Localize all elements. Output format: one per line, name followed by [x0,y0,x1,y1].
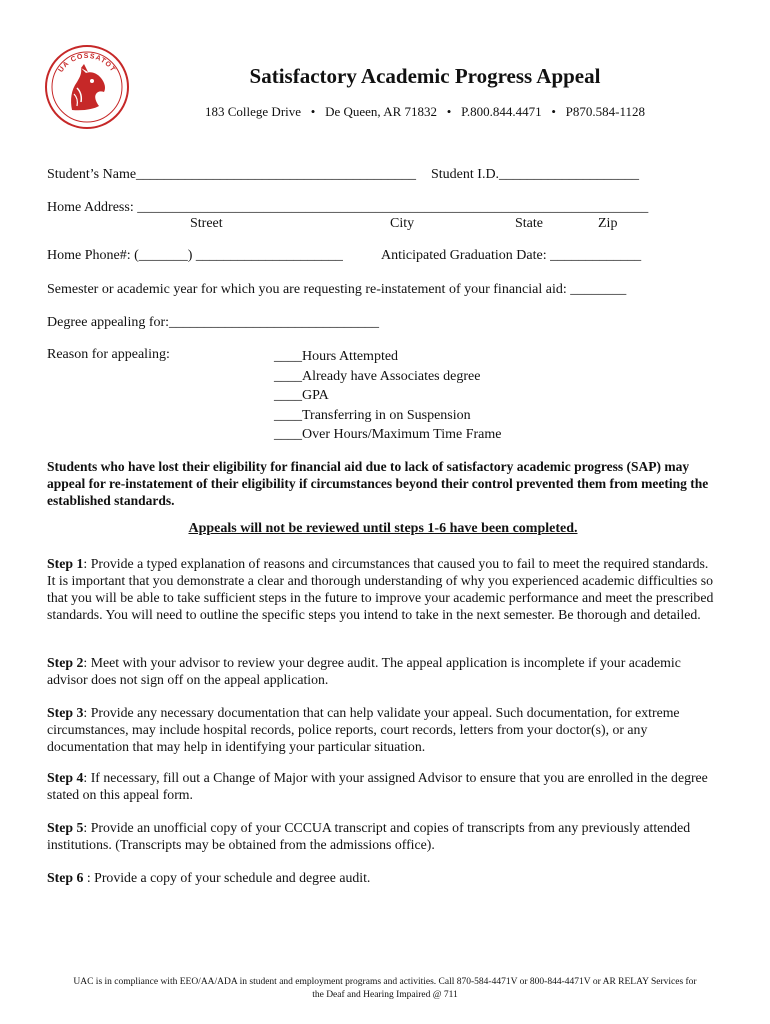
step-4 [47,769,719,803]
step-1 [47,555,719,623]
step-text: : Meet with your advisor to review your degree audit. The appeal application is incomplete if your academic advisor does not sign off on the appeal application. [47,655,681,687]
step-text: : If necessary, fill out a Change of Major with your assigned Advisor to ensure that you are enrolled in the degree stated on this appeal form. [47,770,708,802]
footer-line-1: UAC is in compliance with EEO/AA/ADA in student and employment programs and activities. Call 870-584-4471V or 800-844-4471V or AR RELAY Services for [73,977,697,987]
step-text: : Provide an unofficial copy of your CCCUA transcript and copies of transcripts from any previously attended institutions. (Transcripts may be obtained from the admissions office). [47,820,691,852]
step-label: Step 3 [47,705,84,720]
college-logo [44,44,130,130]
degree-field[interactable]: Degree appealing for:______________________________ [47,315,380,330]
page-title: Satisfactory Academic Progress Appeal [249,64,601,88]
review-notice: Appeals will not be reviewed until steps 1-6 have been completed. [188,521,578,536]
reason-option[interactable]: ____Hours Attempted [274,349,399,364]
step-text: : Provide a typed explanation of reasons and circumstances that caused you to fail to meet the required standards. It is important that you demonstrate a clear and thorough understanding of why you experienced academic difficulties so that you will be able to take sufficient steps in the future to improve your academic performance and meet the prescribed standards. You will need to outline the specific steps you intend to take in the next semester. Be thorough and detailed. [47,556,714,622]
step-5 [47,819,719,853]
footer-line-2: the Deaf and Hearing Impaired @ 711 [312,990,458,1000]
step-3 [47,704,719,755]
semester-field[interactable]: Semester or academic year for which you are requesting re-instatement of your financial aid: ________ [47,282,627,297]
reason-options [274,347,502,445]
step-label: Step 6 [47,870,84,885]
home-address-field[interactable]: Home Address: _________________________________________________________________________ [47,200,649,215]
student-name-field[interactable]: Student’s Name________________________________________ [47,167,417,182]
state-label: State [515,216,543,231]
reason-option[interactable]: ____Already have Associates degree [274,368,481,384]
reason-label: Reason for appealing: [47,347,170,362]
step-text: : Provide a copy of your schedule and degree audit. [83,870,371,885]
reason-option[interactable]: ____Transferring in on Suspension [274,407,471,423]
logo-text: UA COSSATOT [57,52,117,74]
step-label: Step 4 [47,770,84,785]
home-phone-field[interactable]: Home Phone#: (_______) _____________________ [47,248,343,263]
compliance-footer [30,976,740,1002]
step-label: Step 5 [47,820,84,835]
step-text: : Provide any necessary documentation that can help validate your appeal. Such documentation, for extreme circumstances, may include hospital records, police reports, court records, letters from your doctor(s), or any documentation that may help in identifying your particular situation. [47,705,680,754]
college-address: 183 College Drive • De Queen, AR 71832 • P.800.844.4471 • P870.584-1128 [205,104,645,119]
reason-option[interactable]: ____Over Hours/Maximum Time Frame [274,427,502,442]
reason-option[interactable]: ____GPA [274,388,329,403]
step-6 [47,869,719,886]
step-label: Step 2 [47,655,84,670]
zip-label: Zip [598,216,618,231]
student-id-field[interactable]: Student I.D.____________________ [431,167,640,182]
street-label: Street [190,216,223,231]
step-label: Step 1 [47,556,84,571]
city-label: City [390,216,415,231]
eligibility-paragraph: Students who have lost their eligibility for financial aid due to lack of satisfactory academic progress (SAP) may appeal for re-instatement of their eligibility if circumstances beyond their control prevented them from meeting the established standards. [47,459,709,508]
step-2 [47,654,719,688]
graduation-date-field[interactable]: Anticipated Graduation Date: _____________ [381,248,642,263]
